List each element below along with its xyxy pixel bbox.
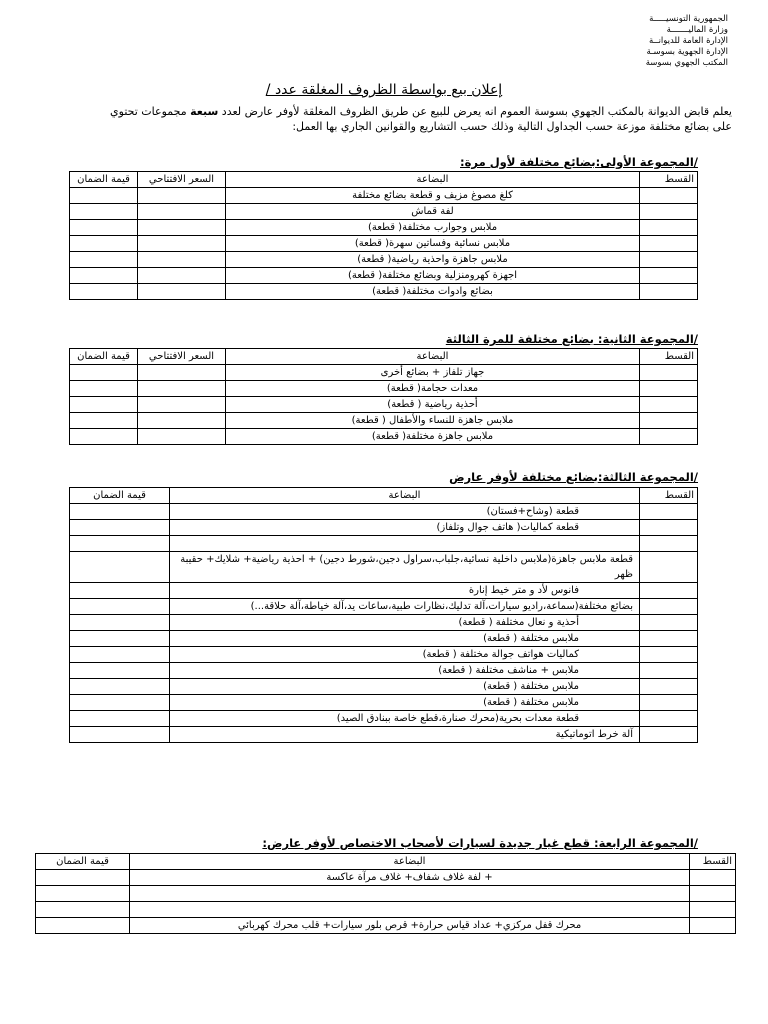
guarantee-cell [70, 504, 170, 520]
goods-cell: ملابس نسائية وفساتين سهرة( قطعة) [226, 236, 640, 252]
guarantee-cell [70, 220, 138, 236]
goods-cell: ملابس وجوارب مختلفة( قطعة) [226, 220, 640, 236]
opening-price-cell [138, 268, 226, 284]
goods-cell: بضائع وادوات مختلفة( قطعة) [226, 284, 640, 300]
col-guarantee: قيمة الضمان [36, 854, 130, 870]
col-opening-price: السعر الافتتاحي [138, 172, 226, 188]
table-row [36, 886, 736, 902]
guarantee-cell [70, 284, 138, 300]
lot-cell [640, 695, 698, 711]
table-row [70, 365, 698, 381]
table-row [70, 284, 698, 300]
group2-title: /المجموعة الثانية: بضائع مختلفة للمرة الثالثة [445, 332, 698, 346]
lot-cell [640, 429, 698, 445]
goods-cell: بضائع مختلفة(سماعة،راديو سيارات،آلة تدليك،نظارات طبية،ساعات يد،آلة خياطة،آلة حلاقة...) [170, 599, 640, 615]
guarantee-cell [70, 599, 170, 615]
col-lot: القسط [640, 488, 698, 504]
table-row [70, 599, 698, 615]
goods-cell: لفة قماش [226, 204, 640, 220]
goods-cell: قطعة كماليات( هاتف جوال وتلفاز) [170, 520, 640, 536]
table-row [70, 220, 698, 236]
opening-price-cell [138, 365, 226, 381]
goods-cell: ملابس مختلفة ( قطعة) [170, 631, 640, 647]
col-goods: البضاعة [130, 854, 690, 870]
guarantee-cell [70, 413, 138, 429]
guarantee-cell [70, 631, 170, 647]
goods-cell: ملابس مختلفة ( قطعة) [170, 679, 640, 695]
col-goods: البضاعة [226, 349, 640, 365]
table-row [70, 520, 698, 536]
lot-cell [640, 520, 698, 536]
table-row [70, 663, 698, 679]
col-goods: البضاعة [226, 172, 640, 188]
goods-cell: ملابس جاهزة للنساء والأطفال ( قطعة) [226, 413, 640, 429]
table-header-row [36, 854, 736, 870]
guarantee-cell [70, 711, 170, 727]
table-row [70, 252, 698, 268]
lot-cell [640, 536, 698, 552]
lot-cell [640, 268, 698, 284]
letterhead-line: الجمهورية التونسيـــــة [649, 14, 728, 24]
letterhead-line: الإدارة العامة للديوانــة [649, 36, 728, 46]
lot-cell [640, 220, 698, 236]
opening-price-cell [138, 381, 226, 397]
lot-cell [640, 381, 698, 397]
group2-table [69, 348, 698, 445]
lot-cell [640, 679, 698, 695]
guarantee-cell [70, 695, 170, 711]
table-row [36, 918, 736, 934]
col-guarantee: قيمة الضمان [70, 349, 138, 365]
table-row [70, 188, 698, 204]
goods-cell: ملابس جاهزة مختلفة( قطعة) [226, 429, 640, 445]
lot-cell [690, 902, 736, 918]
lot-cell [640, 711, 698, 727]
goods-cell: ملابس + مناشف مختلفة ( قطعة) [170, 663, 640, 679]
group1-title: /المجموعة الأولى:بضائع مختلفة لأول مرة: [460, 155, 698, 169]
opening-price-cell [138, 429, 226, 445]
opening-price-cell [138, 204, 226, 220]
lot-cell [640, 599, 698, 615]
lot-cell [640, 631, 698, 647]
guarantee-cell [70, 252, 138, 268]
guarantee-cell [70, 397, 138, 413]
table-row [70, 631, 698, 647]
group4-table [35, 853, 736, 934]
lot-cell [640, 552, 698, 583]
goods-cell: + لفة غلاف شفاف+ غلاف مرآة عاكسة [130, 870, 690, 886]
lot-cell [640, 413, 698, 429]
table-row [70, 647, 698, 663]
goods-cell: فانوس لأد و متر خيط إنارة [170, 583, 640, 599]
lot-cell [640, 583, 698, 599]
guarantee-cell [70, 727, 170, 743]
lot-cell [640, 252, 698, 268]
lot-cell [640, 204, 698, 220]
page-title: إعلان بيع بواسطة الظروف المغلقة عدد / [265, 82, 503, 98]
guarantee-cell [70, 679, 170, 695]
guarantee-cell [36, 886, 130, 902]
table-row [70, 615, 698, 631]
letterhead-line: وزارة الماليـــــــة [666, 25, 728, 35]
lot-cell [640, 365, 698, 381]
opening-price-cell [138, 252, 226, 268]
goods-cell: أحذية و نعال مختلفة ( قطعة) [170, 615, 640, 631]
goods-cell: أحذية رياضية ( قطعة) [226, 397, 640, 413]
opening-price-cell [138, 397, 226, 413]
table-row [70, 236, 698, 252]
intro-text: مجموعات تحتوي [110, 105, 187, 118]
table-row [70, 536, 698, 552]
group3-title: /المجموعة الثالثة:بضائع مختلفة لأوفر عارض [449, 470, 698, 484]
table-row [70, 552, 698, 583]
group4-title: /المجموعة الرابعة: قطع غيار جديدة لسيارات لأصحاب الاختصاص لأوفر عارض: [262, 836, 698, 850]
group3-table [69, 487, 698, 743]
guarantee-cell [70, 268, 138, 284]
table-row [70, 679, 698, 695]
lot-cell [690, 870, 736, 886]
goods-cell [170, 536, 640, 552]
guarantee-cell [70, 365, 138, 381]
goods-cell [130, 886, 690, 902]
col-lot: القسط [640, 172, 698, 188]
table-row [70, 429, 698, 445]
intro-text: يعلم قابض الديوانة بالمكتب الجهوي بسوسة العموم انه يعرض للبيع عن طريق الظروف المغلقة لأوفر عارض لعدد [221, 105, 732, 118]
group1-table [69, 171, 698, 300]
table-row [36, 870, 736, 886]
guarantee-cell [70, 536, 170, 552]
goods-cell: قطعة معدات بحرية(محرك صنارة،قطع خاصة ببنادق الصيد) [170, 711, 640, 727]
goods-cell: ملابس جاهزة واحذية رياضية( قطعة) [226, 252, 640, 268]
table-row [70, 204, 698, 220]
guarantee-cell [70, 381, 138, 397]
goods-cell: ملابس مختلفة ( قطعة) [170, 695, 640, 711]
table-row [70, 504, 698, 520]
col-goods: البضاعة [170, 488, 640, 504]
col-lot: القسط [640, 349, 698, 365]
guarantee-cell [70, 647, 170, 663]
lot-cell [690, 886, 736, 902]
goods-cell: كماليات هواتف جوالة مختلفة ( قطعة) [170, 647, 640, 663]
intro-line-2: على بضائع مختلفة موزعة حسب الجداول التالية وذلك حسب التشاريع والقوانين الجاري بها العمل: [292, 120, 732, 133]
table-row [70, 711, 698, 727]
lot-cell [640, 188, 698, 204]
lot-cell [690, 918, 736, 934]
guarantee-cell [70, 615, 170, 631]
goods-cell: معدات حجامة( قطعة) [226, 381, 640, 397]
letterhead-line: الإدارة الجهوية بسوسـة [646, 47, 728, 57]
table-row [36, 902, 736, 918]
table-row [70, 727, 698, 743]
opening-price-cell [138, 236, 226, 252]
lot-cell [640, 615, 698, 631]
guarantee-cell [36, 918, 130, 934]
guarantee-cell [70, 204, 138, 220]
table-row [70, 268, 698, 284]
goods-cell: محرك قفل مركزي+ عداد قياس حرارة+ قرص بلور سيارات+ قلب محرك كهربائي [130, 918, 690, 934]
guarantee-cell [36, 902, 130, 918]
guarantee-cell [70, 663, 170, 679]
table-row [70, 413, 698, 429]
table-row [70, 381, 698, 397]
goods-cell: جهاز تلفاز + بضائع أخرى [226, 365, 640, 381]
table-header-row [70, 349, 698, 365]
goods-cell [130, 902, 690, 918]
table-row [70, 583, 698, 599]
guarantee-cell [70, 236, 138, 252]
goods-cell: كلغ مصوغ مزيف و قطعة بضائع مختلفة [226, 188, 640, 204]
table-header-row [70, 488, 698, 504]
col-guarantee: قيمة الضمان [70, 488, 170, 504]
table-row [70, 695, 698, 711]
opening-price-cell [138, 413, 226, 429]
guarantee-cell [70, 583, 170, 599]
col-lot: القسط [690, 854, 736, 870]
letterhead [588, 14, 728, 69]
guarantee-cell [70, 429, 138, 445]
guarantee-cell [70, 552, 170, 583]
goods-cell: آلة خرط اتوماتيكية [170, 727, 640, 743]
goods-cell: قطعة ملابس جاهزة(ملابس داخلية نسائية،جلباب،سراول دجين،شورط دجين) + احذية رياضية+ شلايك+ حقيبة ظهر [170, 552, 640, 583]
intro-count: سبعة [190, 105, 219, 118]
goods-cell: قطعة (وشاح+فستان) [170, 504, 640, 520]
col-opening-price: السعر الافتتاحي [138, 349, 226, 365]
table-row [70, 397, 698, 413]
table-header-row [70, 172, 698, 188]
opening-price-cell [138, 188, 226, 204]
intro-paragraph [34, 104, 732, 134]
goods-cell: اجهزة كهرومنزلية وبضائع مختلفة( قطعة) [226, 268, 640, 284]
guarantee-cell [70, 188, 138, 204]
letterhead-line: المكتب الجهوي بسوسة [645, 58, 728, 68]
col-guarantee: قيمة الضمان [70, 172, 138, 188]
lot-cell [640, 284, 698, 300]
guarantee-cell [70, 520, 170, 536]
lot-cell [640, 236, 698, 252]
opening-price-cell [138, 284, 226, 300]
opening-price-cell [138, 220, 226, 236]
lot-cell [640, 663, 698, 679]
lot-cell [640, 397, 698, 413]
lot-cell [640, 647, 698, 663]
intro-line-1 [34, 104, 732, 119]
guarantee-cell [36, 870, 130, 886]
lot-cell [640, 504, 698, 520]
lot-cell [640, 727, 698, 743]
